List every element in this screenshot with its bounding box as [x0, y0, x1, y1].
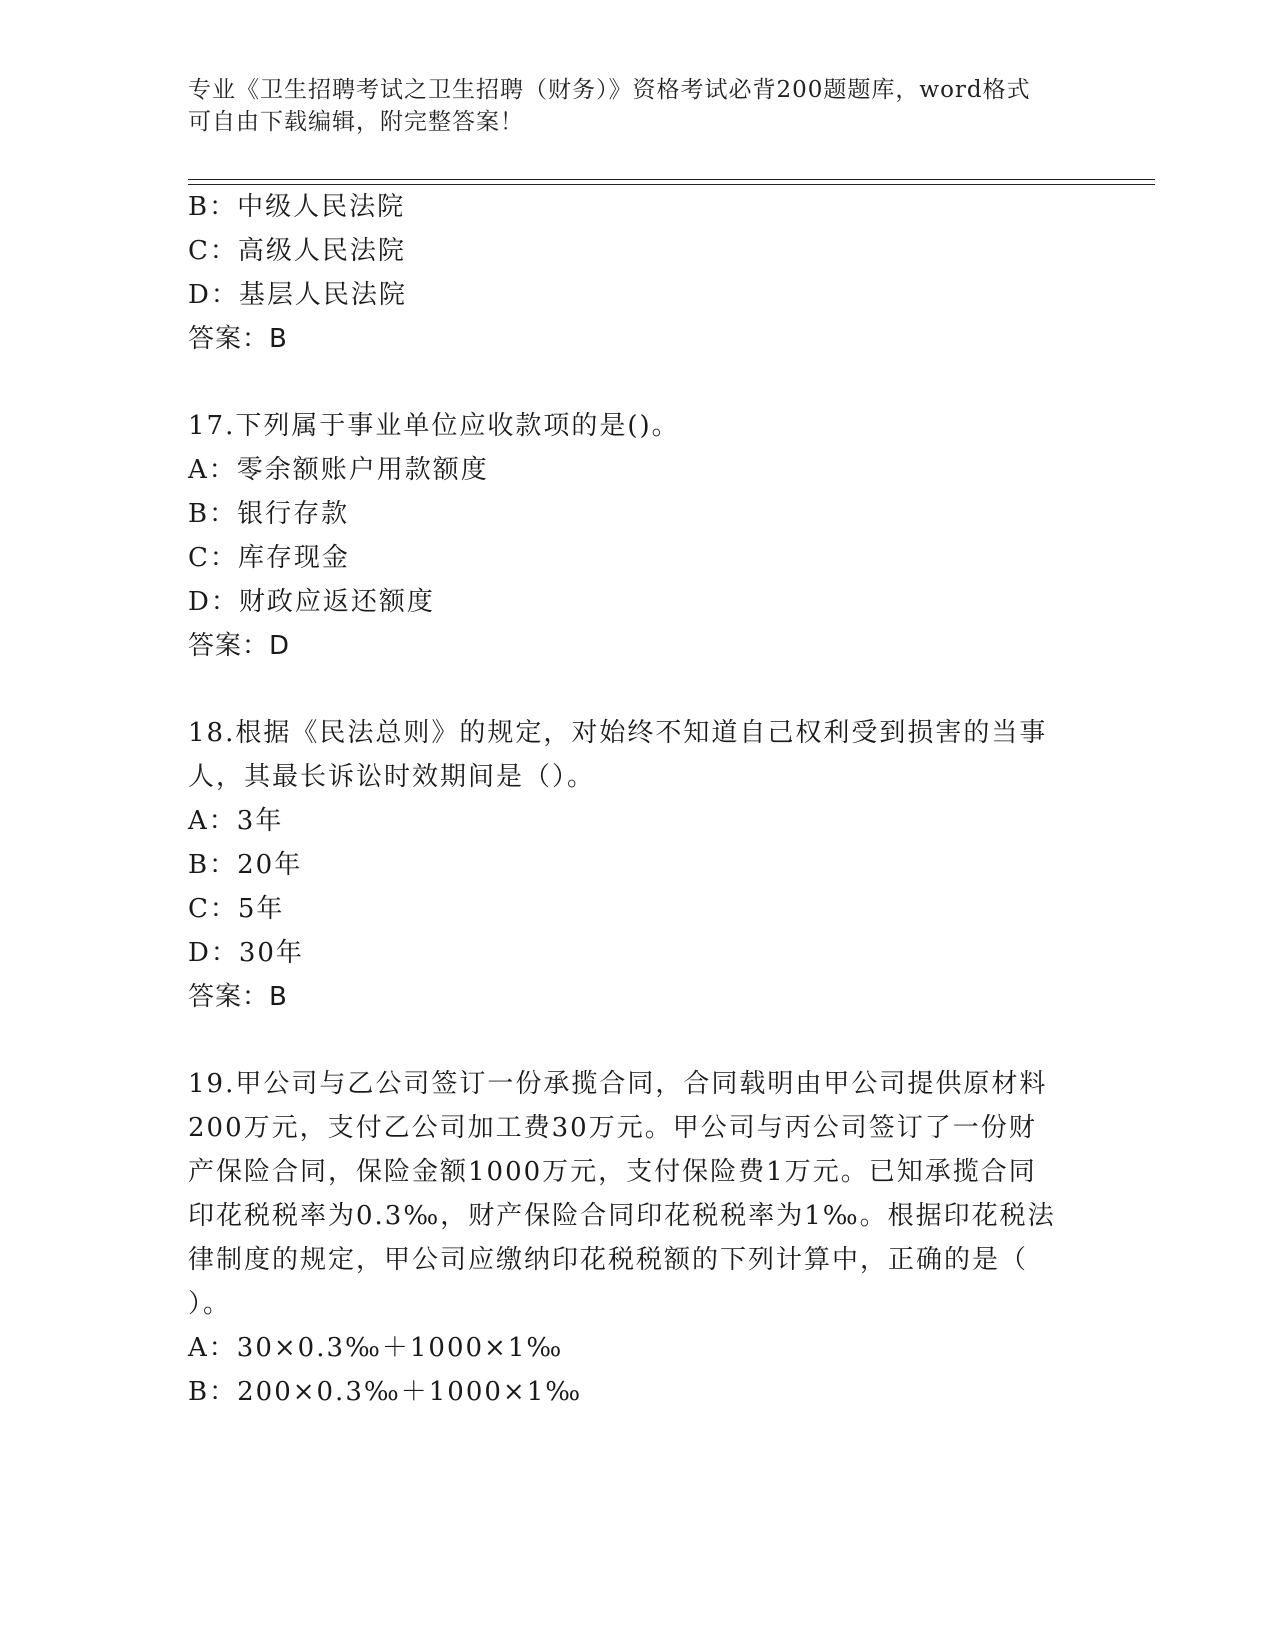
q19-stem-line-3: 产保险合同，保险金额1000万元，支付保险费1万元。已知承揽合同	[188, 1157, 1037, 1187]
q16-answer: 答案：B	[188, 324, 288, 354]
q18-option-d: D：30年	[188, 938, 304, 968]
q17-stem: 17.下列属于事业单位应收款项的是()。	[188, 411, 680, 441]
q16-option-c: C：高级人民法院	[188, 236, 406, 266]
q18-option-a: A：3年	[188, 806, 284, 836]
q17-option-a: A：零余额账户用款额度	[188, 455, 489, 485]
document-header	[188, 74, 1088, 138]
q18-stem-line-2: 人，其最长诉讼时效期间是（）。	[188, 762, 596, 792]
q17-answer: 答案：D	[188, 631, 291, 661]
q19-stem-line-5: 律制度的规定，甲公司应缴纳印花税税额的下列计算中，正确的是（	[188, 1245, 1029, 1275]
header-divider-top	[188, 179, 1155, 180]
header-line-2: 可自由下载编辑，附完整答案！	[188, 109, 524, 135]
q17-option-d: D：财政应返还额度	[188, 587, 435, 617]
q19-option-b: B：200×0.3‰＋1000×1‰	[188, 1377, 583, 1407]
q19-stem-line-6: ）。	[188, 1289, 232, 1319]
q19-option-a: A：30×0.3‰＋1000×1‰	[188, 1333, 564, 1363]
q19-stem-line-4: 印花税税率为0.3‰，财产保险合同印花税税率为1‰。根据印花税法	[188, 1201, 1056, 1231]
q18-option-b: B：20年	[188, 850, 303, 880]
q18-stem-line-1: 18.根据《民法总则》的规定，对始终不知道自己权利受到损害的当事	[188, 718, 1048, 748]
q18-answer: 答案：B	[188, 982, 288, 1012]
q17-option-b: B：银行存款	[188, 499, 350, 529]
header-line-1: 专业《卫生招聘考试之卫生招聘（财务）》资格考试必背200题题库，word格式	[188, 77, 1031, 103]
q16-option-b: B：中级人民法院	[188, 192, 406, 222]
q18-option-c: C：5年	[188, 894, 285, 924]
q19-stem-line-2: 200万元，支付乙公司加工费30万元。甲公司与丙公司签订了一份财	[188, 1113, 1037, 1143]
q19-stem-line-1: 19.甲公司与乙公司签订一份承揽合同，合同载明由甲公司提供原材料	[188, 1069, 1048, 1099]
q16-option-d: D：基层人民法院	[188, 280, 407, 310]
q17-option-c: C：库存现金	[188, 543, 350, 573]
